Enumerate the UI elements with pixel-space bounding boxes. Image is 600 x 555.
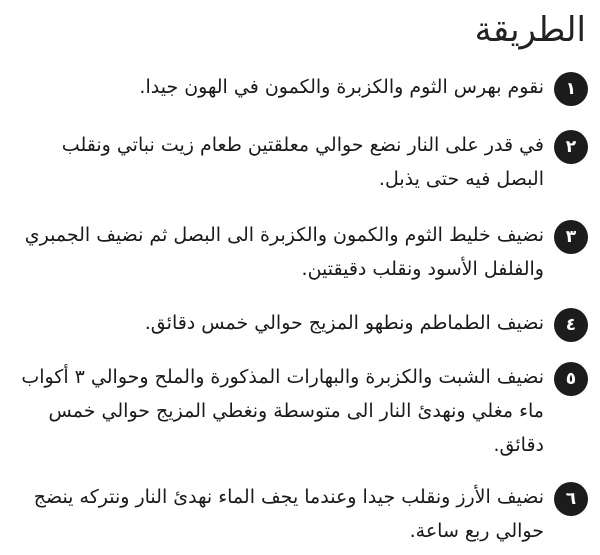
section-title: الطريقة bbox=[474, 10, 586, 50]
step-number-badge: ٢ bbox=[554, 130, 588, 164]
step-item bbox=[18, 218, 588, 286]
step-text: في قدر على النار نضع حوالي معلقتين طعام زيت نباتي ونقلب البصل فيه حتى يذبل. bbox=[61, 134, 544, 190]
step-number-badge: ٣ bbox=[554, 220, 588, 254]
step-item bbox=[18, 480, 588, 548]
step-number-badge: ٦ bbox=[554, 482, 588, 516]
step-number-badge: ٤ bbox=[554, 308, 588, 342]
step-text: نضيف الطماطم ونطهو المزيج حوالي خمس دقائق. bbox=[144, 312, 544, 334]
step-text: نضيف الأرز ونقلب جيدا وعندما يجف الماء نهدئ النار ونتركه ينضج حوالي ربع ساعة. bbox=[33, 486, 544, 542]
step-text: نضيف الشبت والكزبرة والبهارات المذكورة والملح وحوالي ٣ أكواب ماء مغلي ونهدئ النار الى متوسطة ونغطي المزيج حوالي خمس دقائق. bbox=[21, 366, 544, 456]
step-item bbox=[18, 306, 588, 342]
step-text: نضيف خليط الثوم والكمون والكزبرة الى البصل ثم نضيف الجمبري والفلفل الأسود ونقلب دقيقتين. bbox=[24, 224, 544, 280]
step-item bbox=[18, 128, 588, 196]
step-item bbox=[18, 360, 588, 462]
steps-list bbox=[18, 70, 588, 548]
step-item bbox=[18, 70, 588, 106]
step-number-badge: ١ bbox=[554, 72, 588, 106]
step-text: نقوم بهرس الثوم والكزبرة والكمون في الهون جيدا. bbox=[139, 76, 544, 98]
step-number-badge: ٥ bbox=[554, 362, 588, 396]
